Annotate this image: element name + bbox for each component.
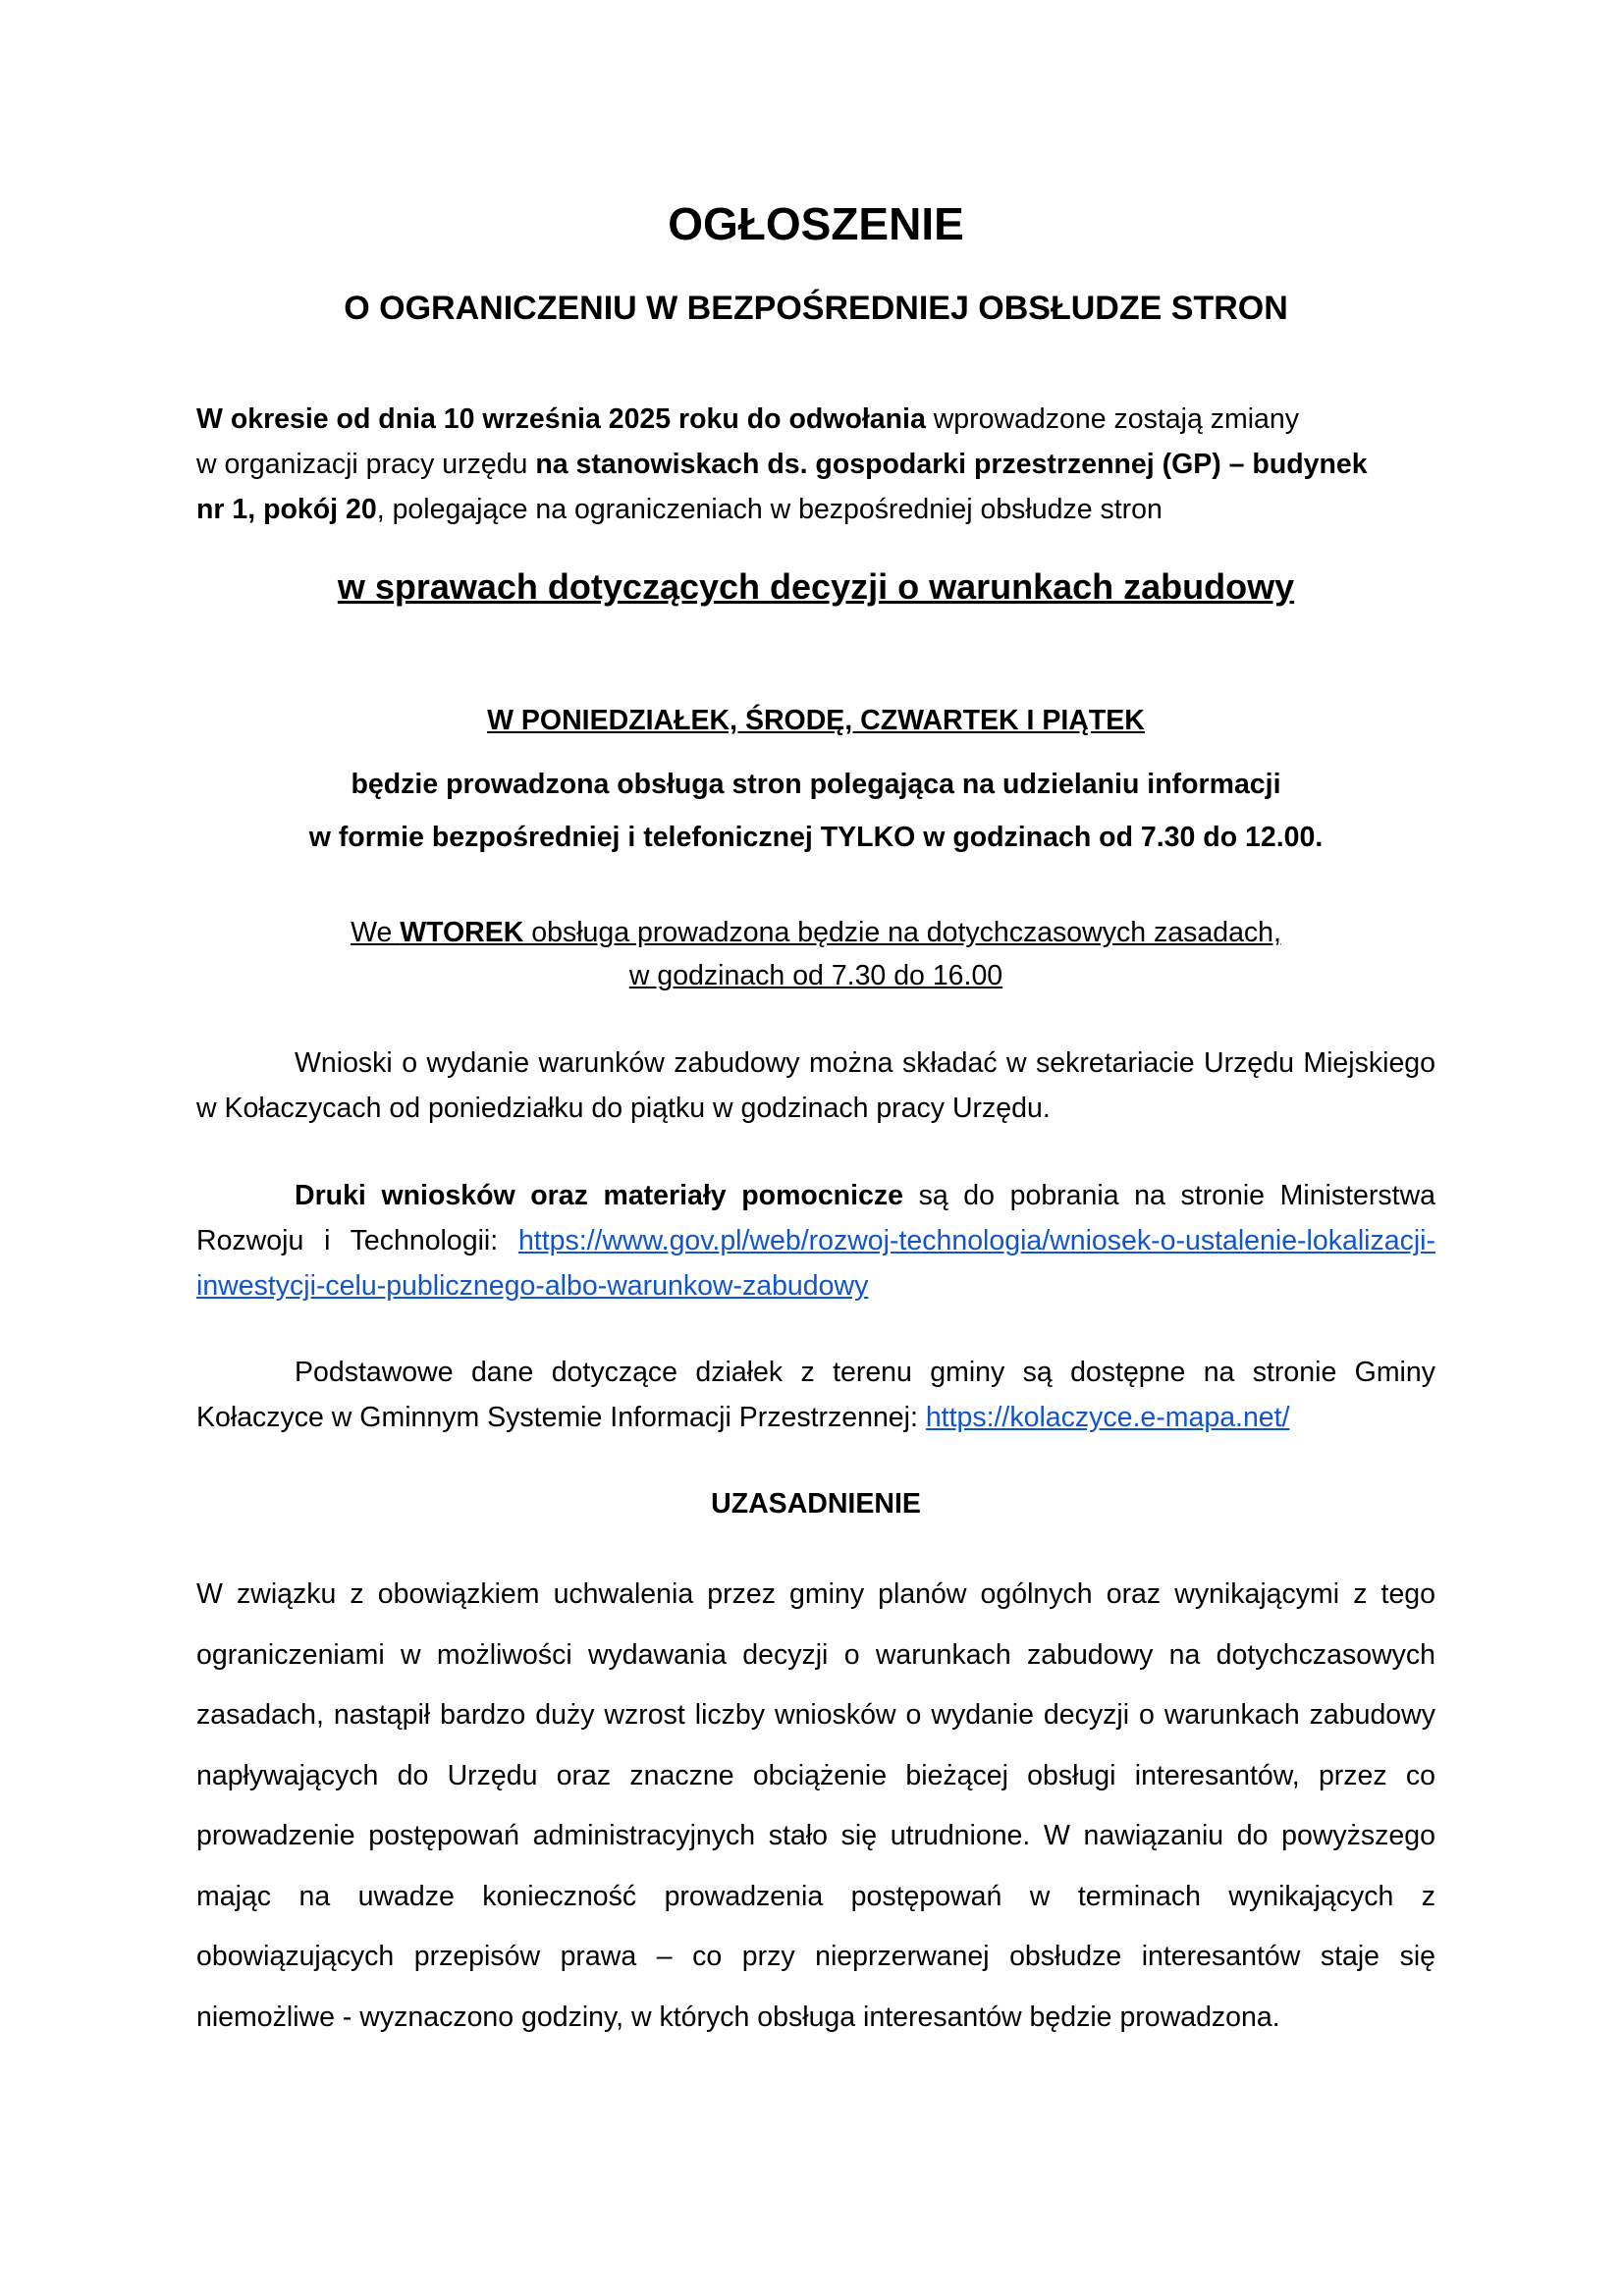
forms-bold: Druki wniosków oraz materiały pomocnicze [295, 1180, 903, 1211]
justification-paragraph: W związku z obowiązkiem uchwalenia przez gminy planów ogólnych oraz wynikającymi z tego ograniczeniami w możliwości wydawania decyzji o warunkach zabudowy na dotychczasowych zasadach, nastąpił bardzo duży wzrost liczby wniosków o wydanie decyzji o warunkach zabudowy napływających do Urzędu oraz znaczne obciążenie bieżącej obsługi interesantów, przez co prowadzenie postępowań administracyjnych stało się utrudnione. W nawiązaniu do powyższego mając na uwadze konieczność prowadzenia postępowań w terminach wynikających z obowiązujących przepisów prawa – co przy nieprzerwanej obsłudze interesantów staje się niemożliwe - wyznaczono godziny, w których obsługa interesantów będzie prowadzona. [196, 1578, 1435, 2033]
plot-data-text: Podstawowe dane dotyczące działek z terenu gminy są dostępne na stronie Gminy Kołaczyce w Gminnym Systemie Informacji Przestrzennej: [196, 1357, 1435, 1433]
tuesday-line-2: w godzinach od 7.30 do 16.00 [628, 960, 1003, 991]
forms-text: są do pobrania na stronie Ministerstwa Rozwoju i Technologii: [196, 1180, 1436, 1256]
emapa-link[interactable]: https://kolaczyce.e-mapa.net/ [925, 1402, 1290, 1433]
intro-line-1 [196, 397, 1435, 442]
limited-hours-line-2: w formie bezpośredniej i telefonicznej TYLKO w godzinach od 7.30 do 12.00. [308, 822, 1324, 853]
applications-paragraph: Wnioski o wydanie warunków zabudowy można składać w sekretariacie Urzędu Miejskiego w Kołaczycach od poniedziałku do piątku w godzinach pracy Urzędu. [196, 1047, 1435, 1124]
tuesday-line-1 [196, 911, 1435, 954]
intro-line-2 [196, 442, 1435, 487]
intro-room-bold: nr 1, pokój 20 [196, 494, 377, 525]
intro-line-3 [196, 487, 1435, 532]
plot-data-paragraph [196, 1350, 1435, 1440]
intro-period-bold: W okresie od dnia 10 września 2025 roku do odwołania [196, 403, 926, 435]
limited-hours-line-1: będzie prowadzona obsługa stron polegająca na udzielaniu informacji [351, 769, 1281, 800]
intro-line-2-start: w organizacji pracy urzędu [196, 449, 536, 480]
tuesday-bold: WTOREK [400, 917, 524, 948]
justification-heading: UZASADNIENIE [711, 1488, 921, 1520]
limited-hours-info [196, 758, 1435, 864]
intro-line-3-rest: , polegające na ograniczeniach w bezpośredniej obsłudze stron [376, 494, 1163, 525]
page-title: OGŁOSZENIE [668, 198, 964, 249]
tuesday-rest: obsługa prowadzona będzie na dotychczasowych zasadach, [523, 917, 1281, 948]
tuesday-info [196, 911, 1435, 997]
intro-position-bold: na stanowiskach ds. gospodarki przestrzennej (GP) – budynek [535, 449, 1368, 480]
days-heading: W PONIEDZIAŁEK, ŚRODĘ, CZWARTEK I PIĄTEK [487, 705, 1145, 736]
intro-paragraph [196, 397, 1435, 532]
ministry-link[interactable]: https://www.gov.pl/web/rozwoj-technologia/wniosek-o-ustalenie-lokalizacji-inwestycji-celu-publicznego-albo-warunkow-zabudowy [196, 1225, 1435, 1302]
intro-line-1-rest: wprowadzone zostają zmiany [925, 403, 1299, 435]
page-subtitle: O OGRANICZENIU W BEZPOŚREDNIEJ OBSŁUDZE STRON [344, 290, 1288, 327]
tuesday-prefix: We [351, 917, 401, 948]
forms-paragraph [196, 1173, 1435, 1308]
subject-highlight: w sprawach dotyczących decyzji o warunkach zabudowy [337, 566, 1295, 607]
